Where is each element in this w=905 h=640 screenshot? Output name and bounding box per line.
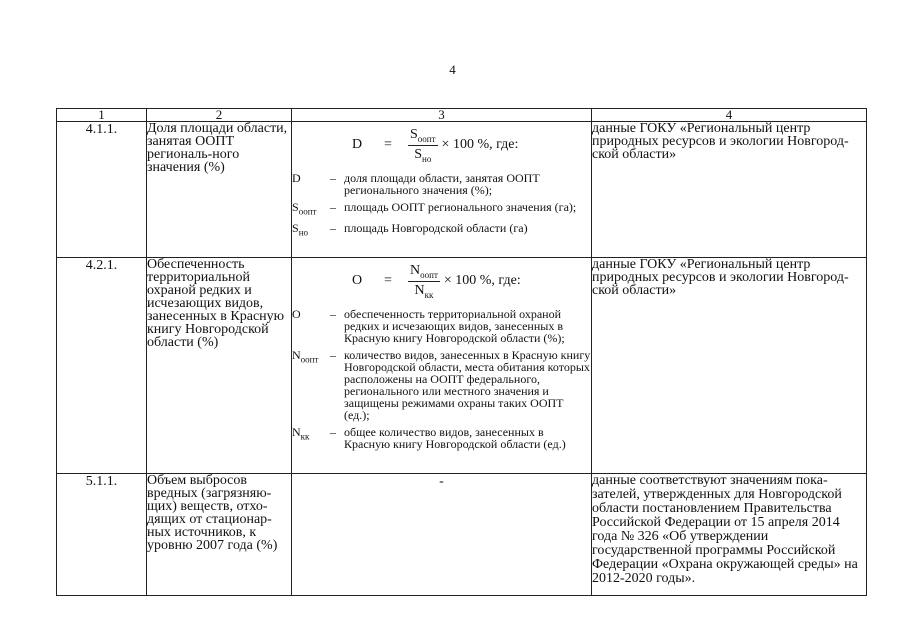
formula-tail: × 100 %, где: [441, 137, 519, 152]
fraction-numerator: $N_{оопт}$ [410, 262, 438, 280]
formula-fraction [408, 127, 438, 164]
definition-item: $S_{но}$ – площадь Новгородской области (га) [292, 221, 528, 238]
definition-item: $N_{оопт}$ – количество видов, занесенных в Красную книгу Новгородской области, места обитания которых расположены на ООПТ федерального, регионального или местного значения и защищены режимами охраны таких ООПТ (ед.); [292, 348, 591, 422]
row-number: 4.1.1. [57, 122, 147, 258]
table-row [57, 122, 867, 258]
row-number: 5.1.1. [57, 474, 147, 596]
column-header: 3 [292, 109, 592, 122]
formula-equals: = [384, 137, 392, 152]
definition-item: О – обеспеченность территориальной охраной редких и исчезающих видов, занесенных в Красную книгу Новгородской области (%); [292, 307, 565, 345]
indicator-name: Объем выбросов вредных (загрязняю-щих) веществ, отхо-дящих от стационар-ных источников, к уровню 2007 года (%) [147, 474, 292, 596]
data-source: данные ГОКУ «Региональный центр природных ресурсов и экологии Новгород-ской области» [592, 122, 867, 258]
formula [292, 122, 591, 168]
table-row [57, 258, 867, 474]
table-row [57, 474, 867, 596]
fraction-denominator: $S_{но}$ [414, 146, 432, 164]
fraction-denominator: $N_{кк}$ [414, 282, 434, 300]
formula-variable: O [352, 273, 363, 288]
formula-equals: = [384, 273, 392, 288]
formula-tail: × 100 %, где: [443, 273, 521, 288]
page-number: 4 [449, 62, 456, 77]
calculation-method: - [292, 474, 592, 596]
fraction-numerator: $S_{оопт}$ [410, 126, 436, 144]
formula-variable: D [352, 137, 363, 152]
indicator-name: Обеспеченность территориальной охраной редких и исчезающих видов, занесенных в Красную книгу Новгородской области (%) [147, 258, 292, 474]
data-source: данные соответствуют значениям пока-зателей, утвержденных для Новгородской области постановлением Правительства Российской Федерации от 15 апреля 2014 года № 326 «Об утверждении государственной программы Российской Федерации «Охрана окружающей среды» на 2012-2020 годы». [592, 474, 867, 596]
indicator-name: Доля площади области, занятая ООПТ региональ-ного значения (%) [147, 122, 292, 258]
definition-item: $N_{кк}$ – общее количество видов, занесенных в Красную книгу Новгородской области (ед.) [292, 425, 566, 451]
data-source: данные ГОКУ «Региональный центр природных ресурсов и экологии Новгород-ской области» [592, 258, 867, 474]
row-number: 4.2.1. [57, 258, 147, 474]
definitions [292, 172, 591, 239]
column-header: 2 [147, 109, 292, 122]
column-header: 4 [592, 109, 867, 122]
column-header: 1 [57, 109, 147, 122]
header-row [57, 109, 867, 122]
calculation-method [292, 122, 592, 258]
definition-item: D – доля площади области, занятая ООПТ регионального значения (%); [292, 171, 540, 197]
definition-item: $S_{оопт}$ – площадь ООПТ регионального значения (га); [292, 200, 577, 217]
formula [292, 258, 591, 304]
formula-fraction [408, 263, 440, 300]
indicators-table [56, 108, 867, 596]
calculation-method [292, 258, 592, 474]
definitions [292, 308, 591, 450]
